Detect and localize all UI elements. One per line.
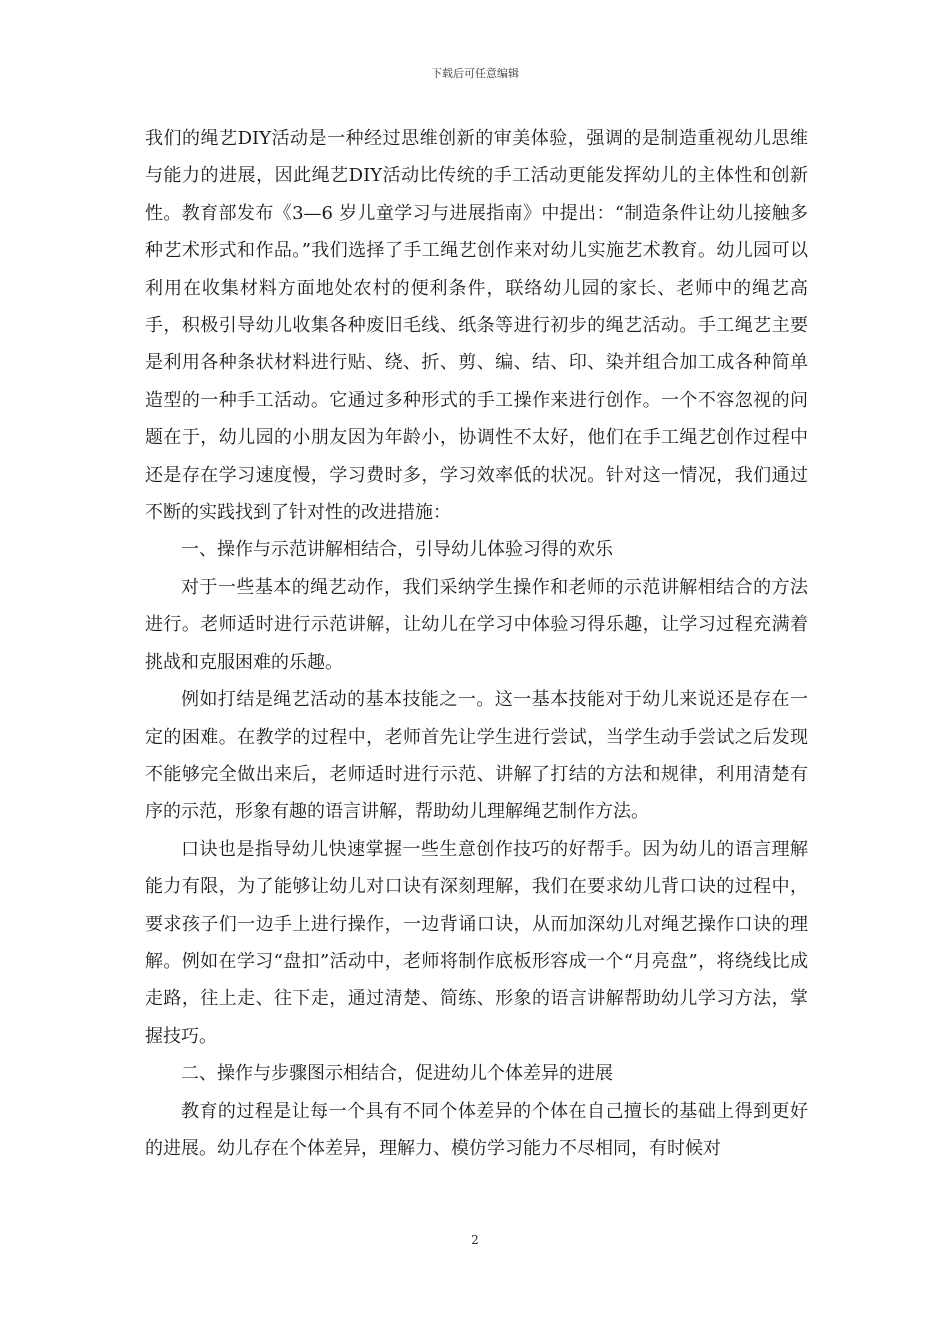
- body-paragraph: 例如打结是绳艺活动的基本技能之一。这一基本技能对于幼儿来说还是存在一定的困难。在教学的过程中，老师首先让学生进行尝试，当学生动手尝试之后发现不能够完全做出来后，老师适时进行示范、讲解了打结的方法和规律，利用清楚有序的示范，形象有趣的语言讲解，帮助幼儿理解绳艺制作方法。: [145, 689, 808, 823]
- body-paragraph: 教育的过程是让每一个具有不同个体差异的个体在自己擅长的基础上得到更好的进展。幼儿存在个体差异，理解力、模仿学习能力不尽相同，有时候对: [145, 1100, 808, 1159]
- body-paragraph: 对于一些基本的绳艺动作，我们采纳学生操作和老师的示范讲解相结合的方法进行。老师适时进行示范讲解，让幼儿在学习中体验习得乐趣，让学习过程充满着挑战和克服困难的乐趣。: [145, 576, 808, 673]
- page-header: 下载后可任意编辑: [431, 67, 519, 80]
- body-paragraph: 我们的绳艺DIY活动是一种经过思维创新的审美体验，强调的是制造重视幼儿思维与能力的进展，因此绳艺DIY活动比传统的手工活动更能发挥幼儿的主体性和创新性。教育部发布《3—6 岁儿童学习与进展指南》中提出：“制造条件让幼儿接触多种艺术形式和作品。”我们选择了手工绳艺创作来对幼儿实施艺术教育。幼儿园可以利用在收集材料方面地处农村的便利条件，联络幼儿园的家长、老师中的绳艺高手，积极引导幼儿收集各种废旧毛线、纸条等进行初步的绳艺活动。手工绳艺主要是利用各种条状材料进行贴、绕、折、剪、编、结、印、染并组合加工成各种简单造型的一种手工活动。它通过多种形式的手工操作来进行创作。一个不容忽视的问题在于，幼儿园的小朋友因为年龄小，协调性不太好，他们在手工绳艺创作过程中还是存在学习速度慢，学习费时多，学习效率低的状况。针对这一情况，我们通过不断的实践找到了针对性的改进措施：: [145, 128, 808, 524]
- page-number: 2: [471, 1233, 479, 1247]
- section-heading: 一、操作与示范讲解相结合，引导幼儿体验习得的欢乐: [181, 539, 613, 561]
- body-paragraph: 口诀也是指导幼儿快速掌握一些生意创作技巧的好帮手。因为幼儿的语言理解能力有限，为了能够让幼儿对口诀有深刻理解，我们在要求幼儿背口诀的过程中，要求孩子们一边手上进行操作，一边背诵口诀，从而加深幼儿对绳艺操作口诀的理解。例如在学习“盘扣”活动中，老师将制作底板形容成一个“月亮盘”，将绕线比成走路，往上走、往下走，通过清楚、简练、形象的语言讲解帮助幼儿学习方法，掌握技巧。: [145, 838, 808, 1047]
- document-body: [145, 120, 808, 1167]
- section-heading: 二、操作与步骤图示相结合，促进幼儿个体差异的进展: [181, 1063, 613, 1085]
